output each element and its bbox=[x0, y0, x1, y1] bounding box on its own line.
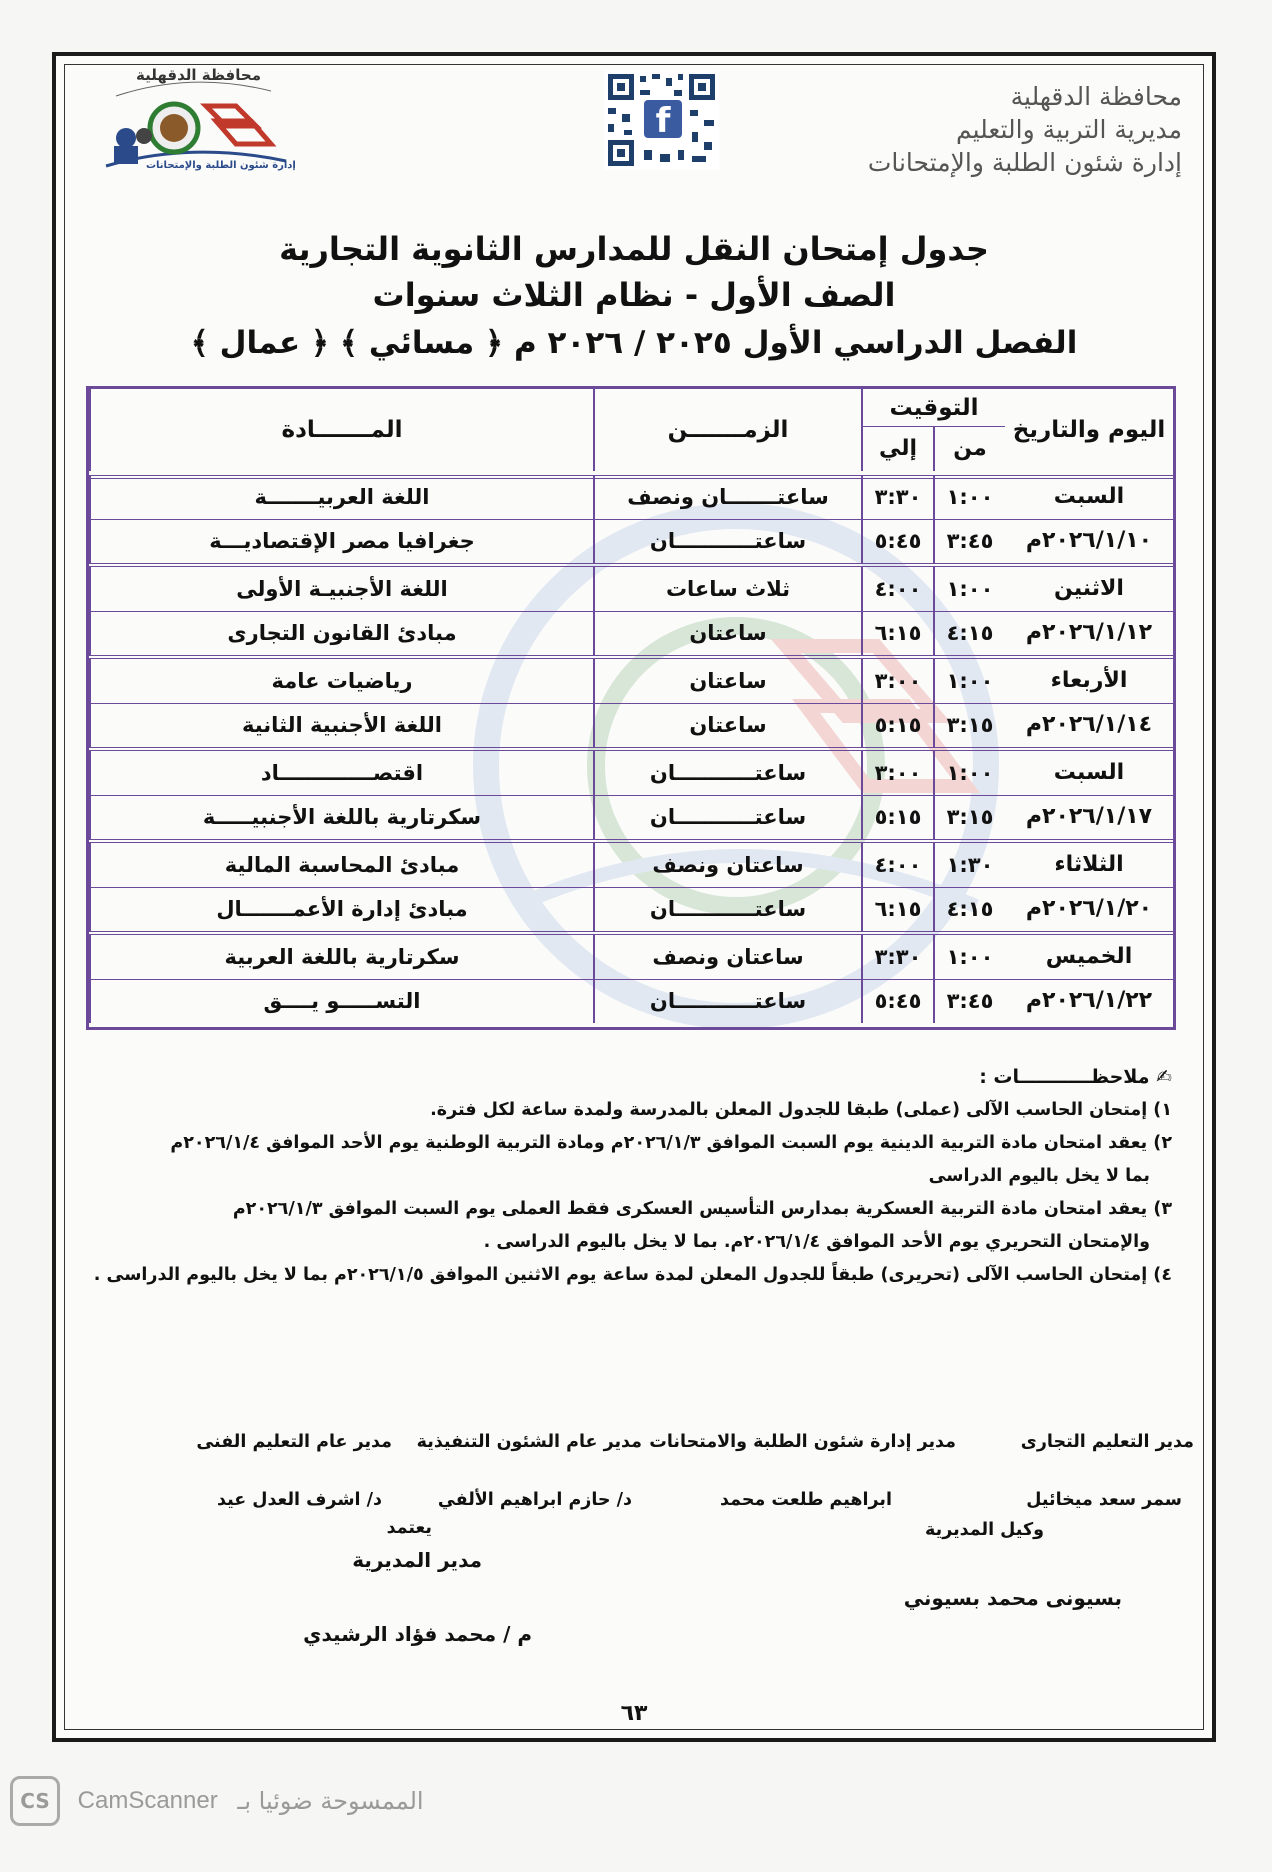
duration-cell: ساعتان bbox=[593, 659, 861, 703]
table-row bbox=[89, 703, 1173, 747]
table-row bbox=[89, 795, 1173, 839]
to-cell: ٤:٠٠ bbox=[861, 567, 933, 611]
day-group bbox=[89, 935, 1173, 1023]
from-cell: ١:٠٠ bbox=[933, 475, 1005, 519]
header-day-date: اليوم والتاريخ bbox=[1012, 417, 1166, 443]
table-row bbox=[89, 751, 1173, 796]
duration-cell: ساعتـــــــان ونصف bbox=[593, 475, 861, 519]
duration-cell: ساعتان ونصف bbox=[593, 843, 861, 887]
day-date-cell: الثلاثاء ٢٠٢٦/١/٢٠م bbox=[1025, 852, 1153, 921]
to-cell: ٦:١٥ bbox=[861, 887, 933, 931]
duration-cell: ساعتان ونصف bbox=[593, 935, 861, 979]
subject-cell: جغرافيا مصر الإقتصاديـــة bbox=[89, 519, 593, 563]
note-item: ٢) يعقد امتحان مادة التربية الدينية يوم السبت الموافق ٢٠٢٦/١/٣م ومادة التربية الوطنية يوم الأحد الموافق ٢٠٢٦/١/٤م bbox=[170, 1133, 1172, 1153]
subject-cell: اللغة الأجنبيـة الأولى bbox=[89, 567, 593, 611]
camscanner-brand: CamScanner bbox=[77, 1787, 218, 1814]
deputy-name: بسيونى محمد بسيوني bbox=[903, 1586, 1122, 1610]
logo-text: محافظة الدقهلية bbox=[136, 66, 261, 84]
document-page bbox=[52, 52, 1216, 1742]
table-row bbox=[89, 519, 1173, 563]
signature-title: مدير إدارة شئون الطلبة والامتحانات bbox=[649, 1432, 956, 1452]
header-authority bbox=[868, 80, 1182, 179]
director-name: م / محمد فؤاد الرشيدي bbox=[303, 1622, 532, 1646]
from-cell: ٣:١٥ bbox=[933, 795, 1005, 839]
subject-cell: مبادئ إدارة الأعمـــــــال bbox=[89, 887, 593, 931]
day-group bbox=[89, 751, 1173, 843]
subject-cell: سكرتارية باللغة الأجنبيـــــة bbox=[89, 795, 593, 839]
document-titles bbox=[56, 226, 1212, 368]
duration-cell: ساعتـــــــــــان bbox=[593, 519, 861, 563]
to-cell: ٤:٠٠ bbox=[861, 843, 933, 887]
to-cell: ٣:٣٠ bbox=[861, 935, 933, 979]
subject-cell: اقتصـــــــــــــاد bbox=[89, 751, 593, 795]
note-item: ٤) إمتحان الحاسب الآلى (تحريرى) طبقاً للجدول المعلن لمدة ساعة يوم الاثنين الموافق ٢٠٢٦/١/٥م بما لا يخل باليوم الدراسى . bbox=[93, 1265, 1172, 1285]
to-cell: ٥:٤٥ bbox=[861, 519, 933, 563]
to-cell: ٥:١٥ bbox=[861, 703, 933, 747]
to-cell: ٣:٠٠ bbox=[861, 751, 933, 795]
to-cell: ٣:٠٠ bbox=[861, 659, 933, 703]
header-line-department: إدارة شئون الطلبة والإمتحانات bbox=[867, 148, 1182, 177]
day-date-cell: السبت ٢٠٢٦/١/١٠م bbox=[1025, 484, 1153, 553]
signature-name: د/ حازم ابراهيم الألفي bbox=[437, 1490, 632, 1510]
deputy-title: وكيل المديرية bbox=[925, 1520, 1044, 1540]
duration-cell: ساعتـــــــــــان bbox=[593, 979, 861, 1023]
note-item: ١) إمتحان الحاسب الآلى (عملى) طبقا للجدول المعلن بالمدرسة ولمدة ساعة لكل فترة. bbox=[430, 1100, 1172, 1120]
from-cell: ٣:١٥ bbox=[933, 703, 1005, 747]
subject-cell: اللغة العربيـــــــة bbox=[89, 475, 593, 519]
to-cell: ٥:١٥ bbox=[861, 795, 933, 839]
table-header-row bbox=[89, 389, 1173, 479]
svg-text:f: f bbox=[655, 101, 671, 141]
from-cell: ١:٠٠ bbox=[933, 567, 1005, 611]
day-date-cell: الخميس ٢٠٢٦/١/٢٢م bbox=[1025, 944, 1153, 1013]
from-cell: ١:٣٠ bbox=[933, 843, 1005, 887]
from-cell: ١:٠٠ bbox=[933, 935, 1005, 979]
header-duration: الزمـــــــن bbox=[593, 389, 861, 471]
qr-code-icon bbox=[604, 70, 719, 170]
exam-schedule-table bbox=[86, 386, 1176, 1030]
table-row bbox=[89, 659, 1173, 704]
header-line-directorate: مديرية التربية والتعليم bbox=[955, 115, 1182, 144]
subject-cell: التســـــو يــــق bbox=[89, 979, 593, 1023]
from-cell: ٣:٤٥ bbox=[933, 519, 1005, 563]
approve-label: يعتمد bbox=[386, 1518, 432, 1538]
table-row bbox=[89, 935, 1173, 980]
duration-cell: ثلاث ساعات bbox=[593, 567, 861, 611]
day-group bbox=[89, 567, 1173, 659]
from-cell: ١:٠٠ bbox=[933, 659, 1005, 703]
duration-cell: ساعتـــــــــــان bbox=[593, 887, 861, 931]
signature-name: ابراهيم طلعت محمد bbox=[720, 1490, 892, 1510]
page-number: ٦٣ bbox=[620, 1701, 648, 1726]
to-cell: ٦:١٥ bbox=[861, 611, 933, 655]
day-group bbox=[89, 843, 1173, 935]
signature-title: مدير عام التعليم الفنى bbox=[196, 1432, 392, 1452]
subject-cell: رياضيات عامة bbox=[89, 659, 593, 703]
table-row bbox=[89, 979, 1173, 1023]
logo-caption: إدارة شئون الطلبة والإمتحانات bbox=[146, 160, 296, 171]
to-cell: ٥:٤٥ bbox=[861, 979, 933, 1023]
duration-cell: ساعتـــــــــــان bbox=[593, 751, 861, 795]
notes-heading: ✍ ملاحظـــــــــــات : bbox=[979, 1066, 1172, 1088]
notes-section bbox=[80, 1061, 1172, 1292]
day-date-cell: الأربعاء ٢٠٢٦/١/١٤م bbox=[1025, 668, 1153, 737]
note-item: ٣) يعقد امتحان مادة التربية العسكرية بمدارس التأسيس العسكرى فقط العملى يوم السبت الموافق ٢٠٢٦/١/٣م bbox=[232, 1199, 1172, 1219]
title-line-1: جدول إمتحان النقل للمدارس الثانوية التجارية bbox=[279, 230, 989, 268]
title-line-3: الفصل الدراسي الأول ٢٠٢٥ / ٢٠٢٦ م ﴿ مسائي ﴾ ﴿ عمال ﴾ bbox=[190, 325, 1078, 361]
header-to: إلي bbox=[861, 427, 933, 471]
signature-name: سمر سعد ميخائيل bbox=[1026, 1490, 1182, 1510]
day-date-cell: السبت ٢٠٢٦/١/١٧م bbox=[1025, 760, 1153, 829]
table-row bbox=[89, 611, 1173, 655]
day-group bbox=[89, 659, 1173, 751]
title-line-2: الصف الأول - نظام الثلاث سنوات bbox=[372, 276, 896, 314]
table-row bbox=[89, 475, 1173, 520]
subject-cell: مبادئ المحاسبة المالية bbox=[89, 843, 593, 887]
camscanner-watermark bbox=[10, 1776, 510, 1832]
signature-title: مدير التعليم التجارى bbox=[1020, 1432, 1194, 1452]
header-line-governorate: محافظة الدقهلية bbox=[1010, 82, 1182, 111]
subject-cell: مبادئ القانون التجارى bbox=[89, 611, 593, 655]
to-cell: ٣:٣٠ bbox=[861, 475, 933, 519]
from-cell: ٤:١٥ bbox=[933, 611, 1005, 655]
note-item: والإمتحان التحريري يوم الأحد الموافق ٢٠٢٦/١/٤م. بما لا يخل باليوم الدراسى . bbox=[483, 1232, 1150, 1252]
header-subject: المـــــــادة bbox=[89, 389, 593, 471]
from-cell: ٣:٤٥ bbox=[933, 979, 1005, 1023]
table-row bbox=[89, 887, 1173, 931]
header-from: من bbox=[933, 427, 1005, 471]
day-group bbox=[89, 475, 1173, 567]
day-date-cell: الاثنين ٢٠٢٦/١/١٢م bbox=[1025, 576, 1153, 645]
director-title: مدير المديرية bbox=[352, 1548, 482, 1572]
table-row bbox=[89, 843, 1173, 888]
signature-title: مدير عام الشئون التنفيذية bbox=[416, 1432, 642, 1452]
subject-cell: اللغة الأجنبية الثانية bbox=[89, 703, 593, 747]
signature-name: د/ اشرف العدل عيد bbox=[216, 1490, 382, 1510]
duration-cell: ساعتان bbox=[593, 703, 861, 747]
header-timing: التوقيت bbox=[861, 389, 1005, 427]
camscanner-prefix: الممسوحة ضوئيا بـ bbox=[237, 1787, 424, 1815]
from-cell: ٤:١٥ bbox=[933, 887, 1005, 931]
camscanner-logo-icon: CS bbox=[10, 1776, 60, 1826]
note-item: بما لا يخل باليوم الدراسى bbox=[928, 1166, 1150, 1186]
duration-cell: ساعتان bbox=[593, 611, 861, 655]
duration-cell: ساعتـــــــــــان bbox=[593, 795, 861, 839]
subject-cell: سكرتارية باللغة العربية bbox=[89, 935, 593, 979]
table-row bbox=[89, 567, 1173, 612]
from-cell: ١:٠٠ bbox=[933, 751, 1005, 795]
